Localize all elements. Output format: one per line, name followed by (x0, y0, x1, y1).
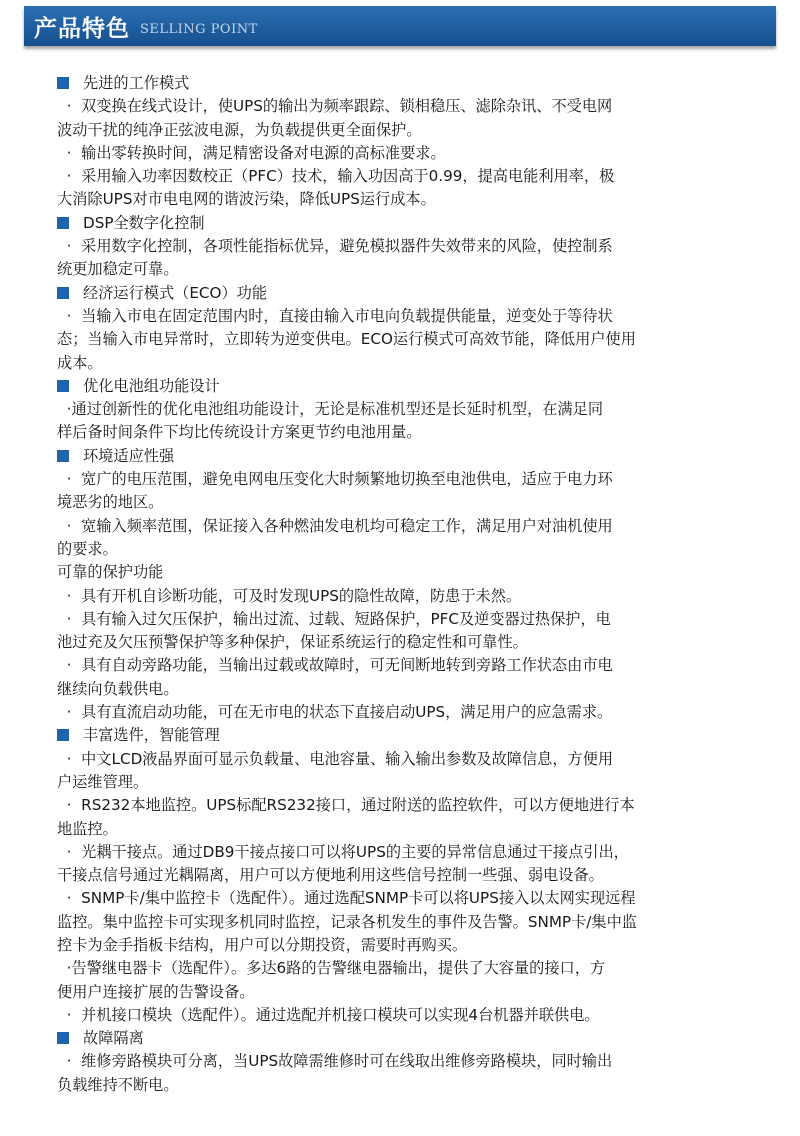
square-bullet-icon (57, 77, 69, 89)
feature-text-line: · RS232本地监控。UPS标配RS232接口，通过附送的监控软件，可以方便地进行本 (57, 796, 635, 815)
heading-text: 先进的工作模式 (83, 74, 190, 92)
banner-title: 产品特色 (34, 15, 130, 42)
feature-heading (57, 724, 747, 747)
heading-text: 丰富选件，智能管理 (83, 726, 220, 745)
square-bullet-icon (57, 450, 69, 462)
feature-text-line: · 具有自动旁路功能，当输出过载或故障时，可无间断地转到旁路工作状态由市电 (57, 656, 613, 675)
feature-text-line: 监控。集中监控卡可实现多机同时监控，记录各机发生的事件及告警。SNMP卡/集中监 (57, 912, 637, 931)
feature-text-line: 户运维管理。 (57, 772, 149, 791)
feature-text-line: 大消除UPS对市电电网的谐波污染，降低UPS运行成本。 (57, 190, 436, 209)
feature-text-line: · 宽输入频率范围，保证接入各种燃油发电机均可稳定工作，满足用户对油机使用 (57, 516, 613, 535)
heading-text: 环境适应性强 (83, 446, 175, 465)
section-banner (24, 6, 776, 46)
feature-text-line: 态；当输入市电异常时，立即转为逆变供电。ECO运行模式可高效节能，降低用户使用 (57, 330, 636, 349)
heading-text: 优化电池组功能设计 (83, 376, 220, 395)
feature-text-line: 可靠的保护功能 (57, 563, 164, 582)
feature-list (57, 72, 747, 1097)
square-bullet-icon (57, 217, 69, 229)
feature-text-line: 负载维持不断电。 (57, 1075, 179, 1094)
feature-text-line: · 并机接口模块（选配件）。通过选配并机接口模块可以实现4台机器并联供电。 (57, 1005, 600, 1024)
feature-text-line: 的要求。 (57, 539, 118, 558)
feature-text-line: · 维修旁路模块可分离，当UPS故障需维修时可在线取出维修旁路模块，同时输出 (57, 1052, 613, 1071)
feature-text-line: 继续向负载供电。 (57, 679, 179, 698)
feature-text-line: 控卡为金手指板卡结构，用户可以分期投资，需要时再购买。 (57, 935, 468, 954)
square-bullet-icon (57, 287, 69, 299)
feature-text-line: · 中文LCD液晶界面可显示负载量、电池容量、输入输出参数及故障信息，方便用 (57, 749, 614, 768)
heading-text: DSP全数字化控制 (83, 213, 205, 232)
feature-text-line: · 当输入市电在固定范围内时，直接由输入市电向负载提供能量，逆变处于等待状 (57, 306, 613, 325)
feature-text-line: · 输出零转换时间，满足精密设备对电源的高标准要求。 (57, 143, 446, 162)
feature-text-line: ·告警继电器卡（选配件）。多达6路的告警继电器输出，提供了大容量的接口，方 (57, 959, 606, 978)
feature-text-line: 境恶劣的地区。 (57, 493, 164, 512)
feature-text-line: 统更加稳定可靠。 (57, 260, 179, 279)
feature-text-line: · 双变换在线式设计，使UPS的输出为频率跟踪、锁相稳压、滤除杂讯、不受电网 (57, 97, 613, 116)
feature-text-line: · 采用输入功率因数校正（PFC）技术，输入功因高于0.99，提高电能利用率，极 (57, 167, 615, 186)
feature-heading (57, 282, 747, 305)
feature-text-line: 池过充及欠压预警保护等多种保护，保证系统运行的稳定性和可靠性。 (57, 633, 528, 652)
feature-heading (57, 212, 747, 235)
feature-heading (57, 1027, 747, 1050)
square-bullet-icon (57, 1032, 69, 1044)
banner-subtitle: SELLING POINT (140, 21, 258, 37)
feature-text-line: · SNMP卡/集中监控卡（选配件）。通过选配SNMP卡可以将UPS接入以太网实现远程 (57, 889, 636, 908)
feature-heading (57, 375, 747, 398)
feature-text-line: · 光耦干接点。通过DB9干接点接口可以将UPS的主要的异常信息通过干接点引出， (57, 842, 629, 861)
feature-text-line: 地监控。 (57, 819, 118, 838)
feature-heading (57, 445, 747, 468)
feature-heading (57, 72, 747, 95)
feature-text-line: ·通过创新性的优化电池组功能设计，无论是标准机型还是长延时机型，在满足同 (57, 400, 604, 419)
feature-text-line: 干接点信号通过光耦隔离，用户可以方便地利用这些信号控制一些强、弱电设备。 (57, 866, 604, 885)
feature-text-line: 便用户连接扩展的告警设备。 (57, 982, 255, 1001)
feature-text-line: · 宽广的电压范围，避免电网电压变化大时频繁地切换至电池供电，适应于电力环 (57, 470, 613, 489)
feature-text-line: · 具有开机自诊断功能，可及时发现UPS的隐性故障，防患于未然。 (57, 586, 522, 605)
heading-text: 故障隔离 (83, 1029, 144, 1048)
heading-text: 经济运行模式（ECO）功能 (83, 283, 268, 302)
feature-text-line: · 具有输入过欠压保护，输出过流、过载、短路保护，PFC及逆变器过热保护，电 (57, 609, 611, 628)
feature-text-line: 样后备时间条件下均比传统设计方案更节约电池用量。 (57, 423, 422, 442)
square-bullet-icon (57, 380, 69, 392)
feature-text-line: 波动干扰的纯净正弦波电源，为负载提供更全面保护。 (57, 120, 422, 139)
feature-text-line: 成本。 (57, 353, 103, 372)
feature-text-line: · 采用数字化控制，各项性能指标优异，避免模拟器件失效带来的风险，使控制系 (57, 237, 613, 256)
square-bullet-icon (57, 729, 69, 741)
feature-text-line: · 具有直流启动功能，可在无市电的状态下直接启动UPS，满足用户的应急需求。 (57, 703, 613, 722)
